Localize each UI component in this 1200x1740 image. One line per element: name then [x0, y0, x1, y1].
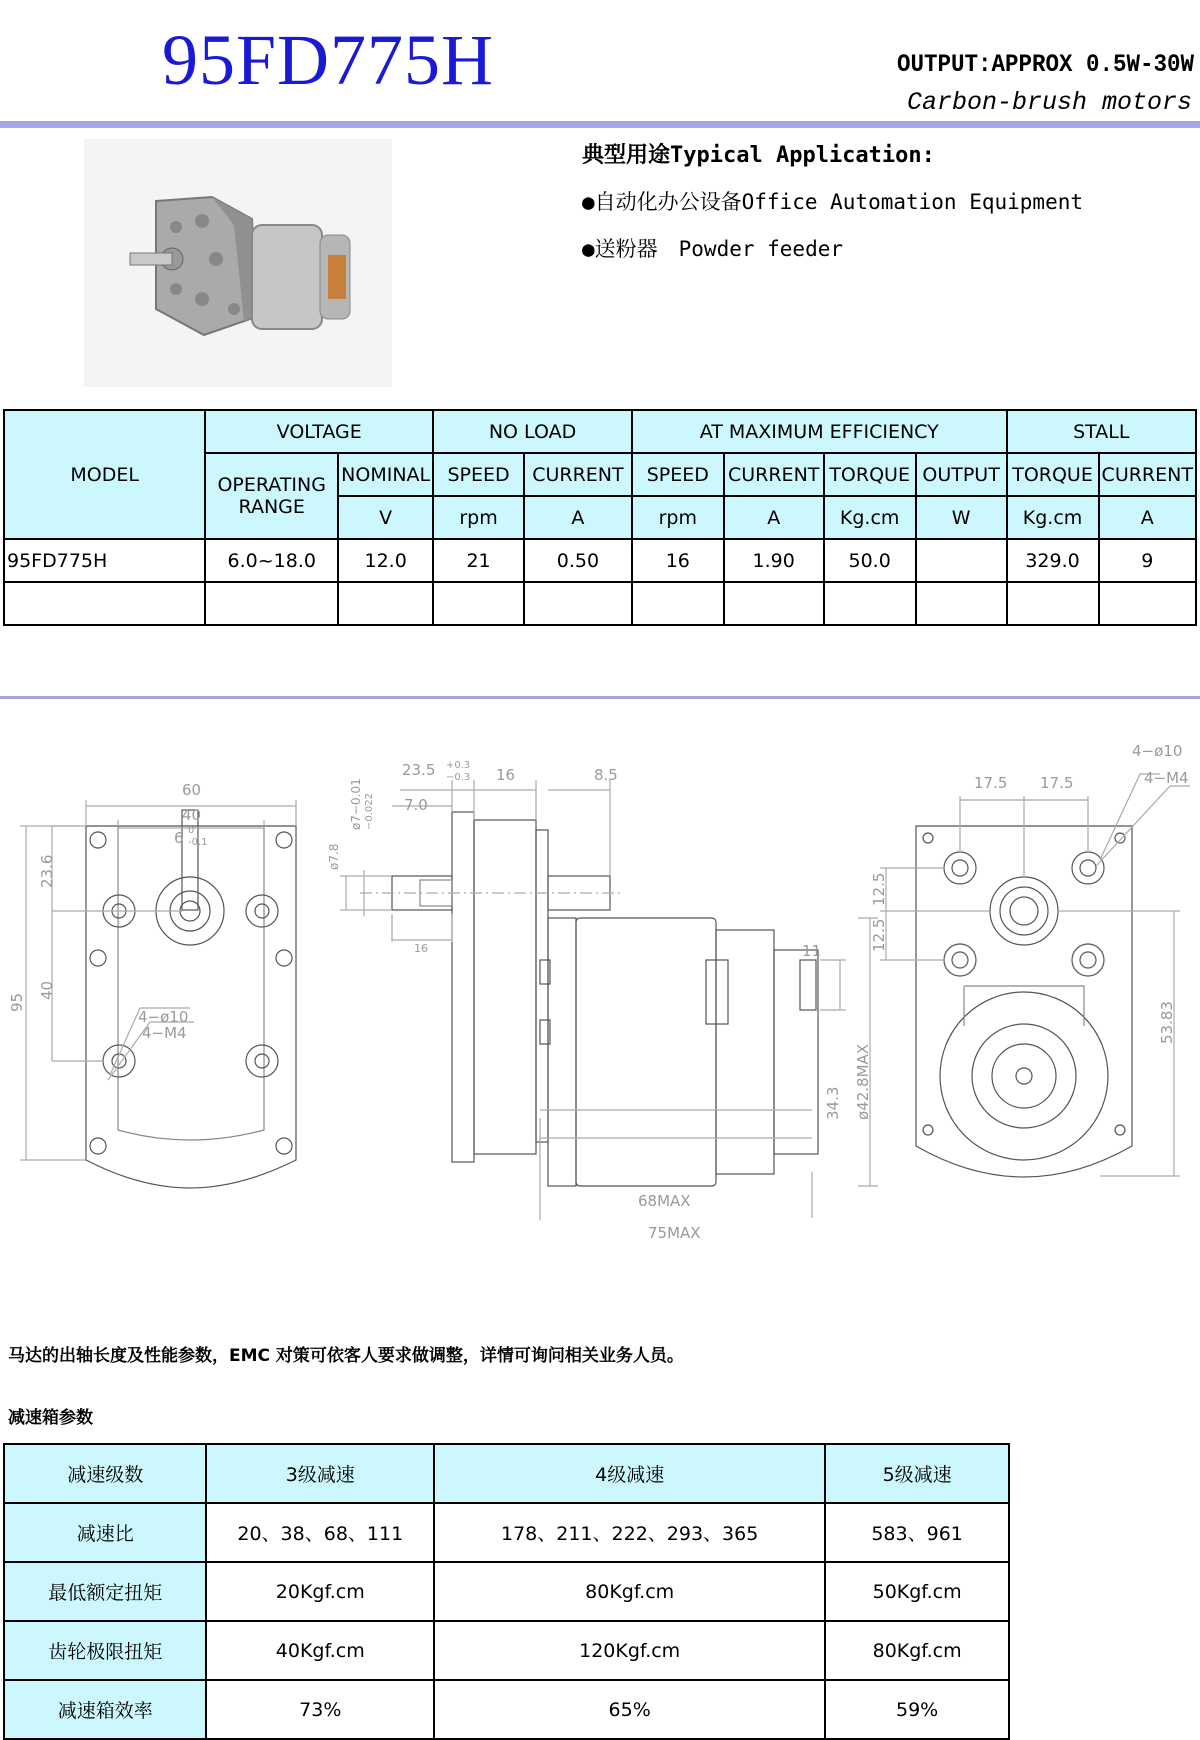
output-range: OUTPUT:APPROX 0.5W-30W [896, 50, 1194, 79]
unit-a: A [524, 496, 632, 539]
gear-cell: 20Kgf.cm [206, 1562, 434, 1621]
cell-me-torque: 50.0 [824, 539, 916, 582]
gearbox-title: 减速箱参数 [8, 1408, 93, 1428]
dim-53-83: 53.83 [1158, 1001, 1176, 1044]
h-speed: SPEED [632, 453, 724, 496]
technical-drawing [0, 720, 1200, 1250]
dim-dia-7-8: ø7.8 [327, 843, 341, 870]
h-current: CURRENT [524, 453, 632, 496]
header-rule [0, 121, 1200, 128]
gear-cell: 减速箱效率 [4, 1680, 206, 1739]
dim-23-5-tol-upper: +0.3 [446, 760, 471, 771]
cell-nl-speed: 21 [433, 539, 524, 582]
unit-v: V [338, 496, 433, 539]
application-heading: 典型用途Typical Application: [582, 143, 935, 168]
dim-dia-7-tol-lower: −0.022 [364, 792, 375, 830]
cell-me-current: 1.90 [724, 539, 824, 582]
unit-kgcm: Kg.cm [824, 496, 916, 539]
gear-cell: 20、38、68、111 [206, 1503, 434, 1562]
hole-spec-2a: 4−ø10 [1132, 742, 1183, 760]
h-stall: STALL [1007, 410, 1196, 453]
spec-table [3, 409, 1197, 626]
gearbox-table [3, 1443, 1010, 1740]
model-title: 95FD775H [162, 20, 495, 100]
h-nominal: NOMINAL [338, 453, 433, 496]
table-row [4, 1621, 1009, 1680]
unit-a: A [724, 496, 824, 539]
dim-17-5a: 17.5 [974, 774, 1008, 792]
h-current: CURRENT [724, 453, 824, 496]
h-range: RANGE [238, 496, 305, 518]
note-text: 马达的出轴长度及性能参数，EMC 对策可依客人要求做调整，详情可询问相关业务人员。 [8, 1346, 684, 1366]
table-row [4, 1444, 1009, 1503]
dim-6-tol-upper: 0 [188, 825, 195, 836]
unit-rpm: rpm [433, 496, 524, 539]
gear-cell: 50Kgf.cm [825, 1562, 1009, 1621]
product-photo [84, 139, 392, 387]
cell-model: 95FD775H [4, 539, 205, 582]
h-current: CURRENT [1099, 453, 1196, 496]
cell-range: 6.0~18.0 [205, 539, 338, 582]
h-operating-range [205, 453, 338, 539]
table-row [4, 1680, 1009, 1739]
gear-cell: 80Kgf.cm [434, 1562, 825, 1621]
hole-spec-2b: 4−M4 [1144, 769, 1189, 787]
table-row [4, 539, 1196, 582]
h-speed: SPEED [433, 453, 524, 496]
h-voltage: VOLTAGE [205, 410, 433, 453]
dim-40: 40 [182, 806, 202, 824]
h-torque: TORQUE [1007, 453, 1099, 496]
h-output: OUTPUT [916, 453, 1007, 496]
dim-12-5a: 12.5 [870, 872, 888, 906]
dim-40-vertical: 40 [38, 980, 56, 1000]
application-item: ●自动化办公设备Office Automation Equipment [582, 190, 1084, 214]
section-rule [0, 696, 1200, 699]
dim-75max: 75MAX [648, 1224, 701, 1242]
h-torque: TORQUE [824, 453, 916, 496]
cell-me-output [916, 539, 1007, 582]
dim-23-5-tol-lower: −0.3 [446, 772, 471, 783]
gear-cell: 40Kgf.cm [206, 1621, 434, 1680]
h-operating: OPERATING [217, 474, 326, 496]
gear-cell: 5级减速 [825, 1444, 1009, 1503]
gear-cell: 65% [434, 1680, 825, 1739]
dim-17-5b: 17.5 [1040, 774, 1074, 792]
gear-cell: 80Kgf.cm [825, 1621, 1009, 1680]
spec-header-row [4, 410, 1196, 453]
cell-nl-current: 0.50 [524, 539, 632, 582]
hole-spec-1a: 4−ø10 [138, 1008, 189, 1026]
table-row [4, 1562, 1009, 1621]
h-no-load: NO LOAD [433, 410, 632, 453]
dim-95: 95 [8, 992, 26, 1012]
unit-kgcm: Kg.cm [1007, 496, 1099, 539]
unit-a: A [1099, 496, 1196, 539]
unit-rpm: rpm [632, 496, 724, 539]
unit-w: W [916, 496, 1007, 539]
gear-cell: 最低额定扭矩 [4, 1562, 206, 1621]
dim-6: 6 [174, 829, 184, 847]
gear-cell: 减速级数 [4, 1444, 206, 1503]
cell-nominal: 12.0 [338, 539, 433, 582]
dim-16b: 16 [414, 942, 428, 955]
table-row [4, 1503, 1009, 1562]
dim-68max: 68MAX [638, 1192, 691, 1210]
gear-cell: 齿轮极限扭矩 [4, 1621, 206, 1680]
motor-type: Carbon-brush motors [906, 88, 1192, 117]
cell-me-speed: 16 [632, 539, 724, 582]
gear-cell: 减速比 [4, 1503, 206, 1562]
dim-dia-42-8: ø42.8MAX [854, 1043, 872, 1120]
dim-12-5b: 12.5 [870, 918, 888, 952]
h-max-efficiency: AT MAXIMUM EFFICIENCY [632, 410, 1007, 453]
gear-cell: 59% [825, 1680, 1009, 1739]
cell-st-torque: 329.0 [1007, 539, 1099, 582]
dim-23-5: 23.5 [402, 761, 436, 779]
dim-dia-7-tol: ø7−0.01 [349, 778, 363, 830]
dim-23-6: 23.6 [38, 854, 56, 888]
gear-cell: 120Kgf.cm [434, 1621, 825, 1680]
gear-cell: 583、961 [825, 1503, 1009, 1562]
dim-8-5: 8.5 [594, 766, 618, 784]
dim-60: 60 [182, 781, 202, 799]
h-model: MODEL [4, 410, 205, 539]
gear-cell: 73% [206, 1680, 434, 1739]
table-row-empty [4, 582, 1196, 625]
dim-7-0: 7.0 [404, 796, 428, 814]
cell-st-current: 9 [1099, 539, 1196, 582]
gear-cell: 3级减速 [206, 1444, 434, 1503]
gear-cell: 4级减速 [434, 1444, 825, 1503]
dim-16: 16 [496, 766, 516, 784]
dim-34-3: 34.3 [824, 1086, 842, 1120]
dim-11: 11 [802, 942, 822, 960]
gear-cell: 178、211、222、293、365 [434, 1503, 825, 1562]
application-item: ●送粉器 Powder feeder [582, 237, 844, 261]
hole-spec-1b: 4−M4 [142, 1024, 187, 1042]
dim-6-tol-lower: -0.1 [188, 837, 208, 848]
